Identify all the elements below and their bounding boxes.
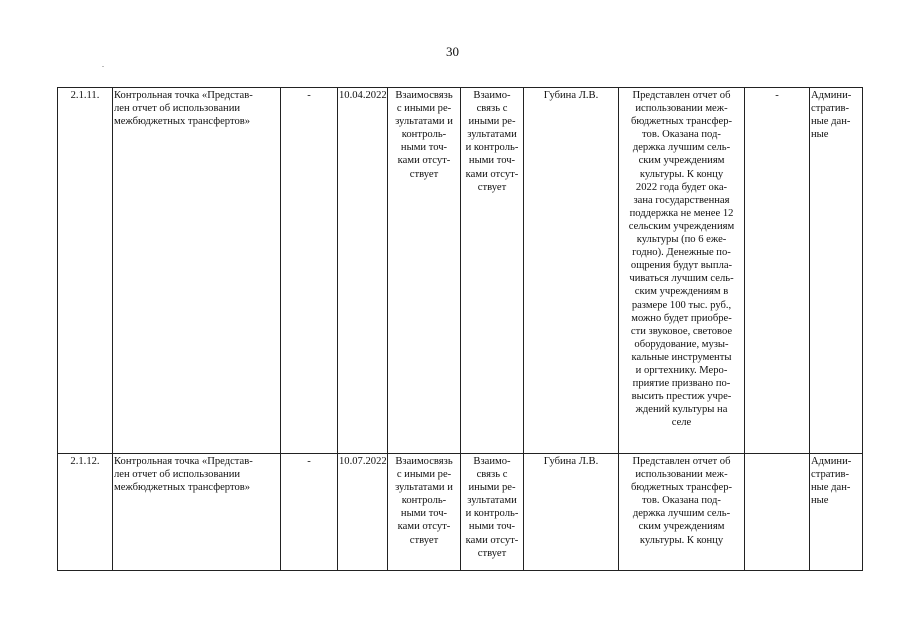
control-point-name: Контрольная точка «Представ- лен отчет об использовании межбюджетных трансфертов» — [113, 88, 281, 454]
table-row — [58, 454, 863, 571]
scan-speck — [102, 66, 104, 67]
relation-results-cell-2: Взаимо- связь с иными ре- зультатами и контроль- ными точ- ками отсут- ствует — [461, 454, 524, 571]
table-row — [58, 88, 863, 454]
relation-results-cell: Взаимосвязь с иными ре- зультатами и контроль- ными точ- ками отсут- ствует — [388, 454, 461, 571]
empty-cell — [745, 454, 810, 571]
control-points-table — [57, 87, 863, 571]
due-date: 10.04.2022 — [338, 88, 388, 454]
relation-results-cell: Взаимосвязь с иными ре- зультатами и контроль- ными точ- ками отсут- ствует — [388, 88, 461, 454]
control-point-name: Контрольная точка «Представ- лен отчет об использовании межбюджетных трансфертов» — [113, 454, 281, 571]
row-number: 2.1.11. — [58, 88, 113, 454]
responsible-person: Губина Л.В. — [524, 88, 619, 454]
due-date: 10.07.2022 — [338, 454, 388, 571]
relation-results-cell-2: Взаимо- связь с иными ре- зультатами и контроль- ными точ- ками отсут- ствует — [461, 88, 524, 454]
information-source: Админи- стратив- ные дан- ные — [810, 88, 863, 454]
description-cell: Представлен отчет об использовании меж- бюджетных трансфер- тов. Оказана под- держка лучшим сель- ским учреждениям культуры. К концу 2022 года будет ока- зана государственная поддержка не менее 12 сельским учреждениям культуры (по 6 еже- годно). Денежные по- ощрения будут выпла- чиваться лучшим сель- ским учреждениям в размере 100 тыс. руб., можно будет приобре- сти звуковое, световое оборудование, музы- кальные инструменты и оргтехнику. Меро- приятие призвано по- высить престиж учре- ждений культуры на селе — [619, 88, 745, 454]
page-number: 30 — [446, 44, 459, 59]
empty-dash-cell: - — [281, 88, 338, 454]
row-number: 2.1.12. — [58, 454, 113, 571]
empty-dash-cell: - — [281, 454, 338, 571]
responsible-person: Губина Л.В. — [524, 454, 619, 571]
empty-dash-cell-2: - — [745, 88, 810, 454]
information-source: Админи- стратив- ные дан- ные — [810, 454, 863, 571]
description-cell: Представлен отчет об использовании меж- бюджетных трансфер- тов. Оказана под- держка лучшим сель- ским учреждениям культуры. К концу — [619, 454, 745, 571]
